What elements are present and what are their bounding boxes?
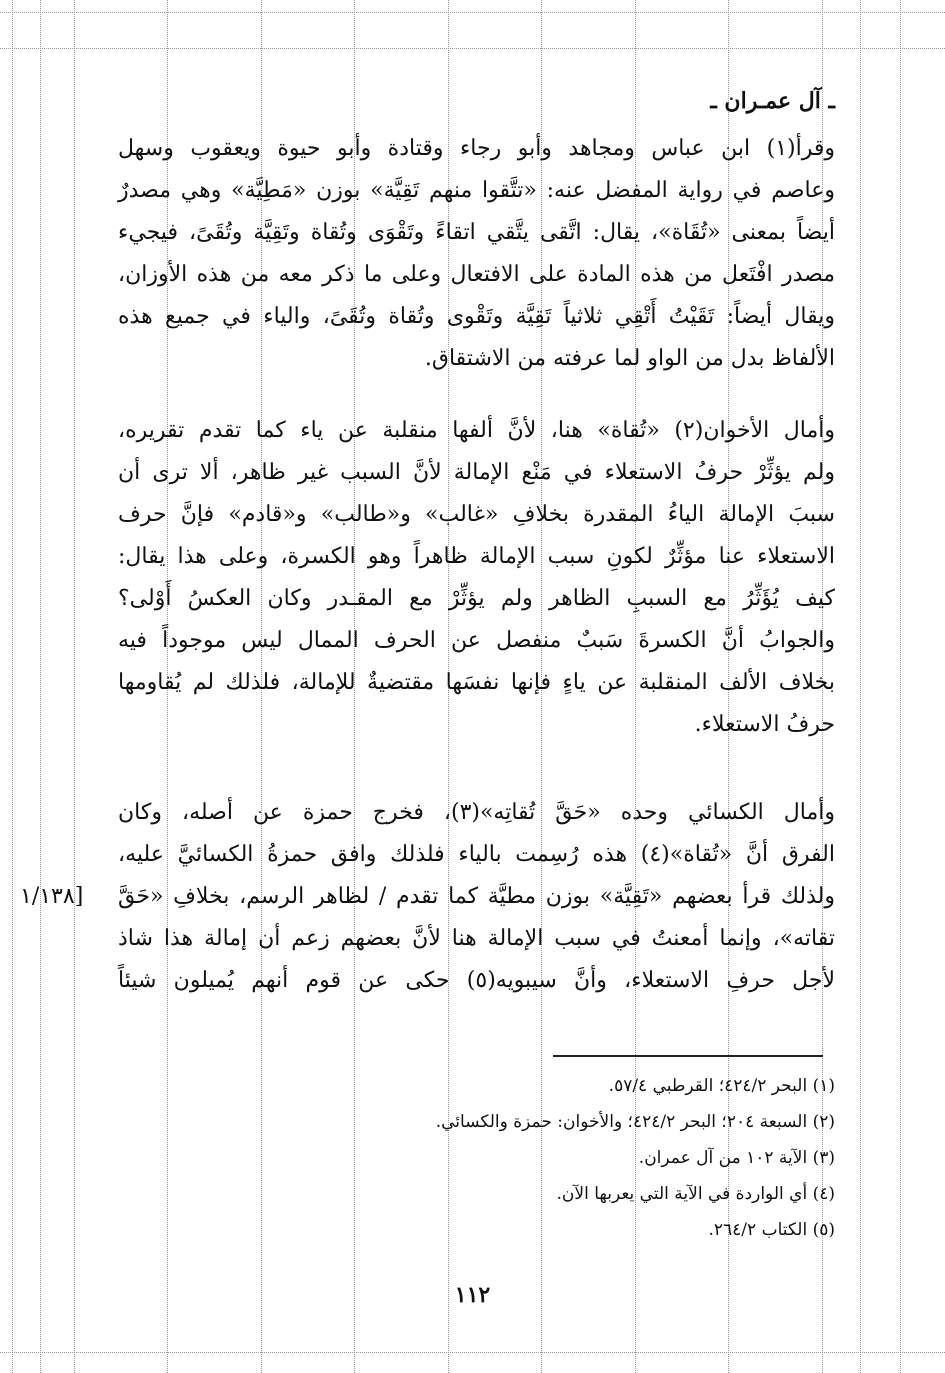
text-line: أيضاً بمعنى «تُقَاة»، يقال: اتَّقى يتَّقي اتقاءً وتَقْوَى وتُقاة وتَقِيَّة وتُقَىً، فيجيء [118,220,835,245]
text-line: وقرأ(١) ابن عباس ومجاهد وأبو رجاء وقتادة وأبو حيوة ويعقوب وسهل [118,136,835,161]
text-line: حرفُ الاستعلاء. [694,712,835,737]
margin-page-reference: [١/١٣٨ [20,884,84,909]
guide-line-h3 [0,1352,945,1353]
text-line: ولذلك قرأ بعضهم «تَقِيَّة» بوزن مطيَّة كما تقدم / لظاهر الرسم، بخلافِ «حَقَّ [118,884,835,909]
footnote: (١) البحر ٤٢٤/٢؛ القرطبي ٥٧/٤. [608,1076,835,1096]
footnote-separator [553,1055,823,1057]
guide-line-v2 [40,0,41,1373]
text-line: بخلاف الألف المنقلبة عن ياءٍ فإنها نفسَها مقتضيةٌ للإمالة، فلذلك لم يُقاومها [118,670,835,695]
paragraph-2 [118,410,835,746]
text-line: مصدر افْتَعل من هذه المادة على الافتعال وعلى ما ذكر معه من هذه الأوزان، [118,262,835,287]
text-line: ويقال أيضاً: تَقَيْتُ أَتْقِي ثلاثياً تَقِيَّة وتَقْوى وتُقاة وتُقَىً، والياء في جميع هذه [118,304,835,329]
text-line: كيف يُؤَثِّرُ مع السببِ الظاهر ولم يؤثِّرْ مع المقـدر وكان العكسُ أَوْلى؟ [118,586,835,611]
guide-line-h2 [0,48,945,49]
guide-line-h1 [0,12,945,13]
footnote: (٣) الآية ١٠٢ من آل عمران. [638,1148,835,1168]
text-line: وعاصم في رواية المفضل عنه: «تتَّقوا منهم تَقِيَّة» بوزن «مَطِيَّة» وهي مصدرٌ [118,178,835,203]
text-line: وأمال الأخوان(٢) «تُقاة» هنا، لأنَّ ألفها منقلبة عن ياء كما تقدم تقريره، [118,418,835,443]
footnote: (٥) الكتاب ٢٦٤/٢. [708,1220,835,1240]
paragraph-1 [118,128,835,380]
footnote: (٢) السبعة ٢٠٤؛ البحر ٤٢٤/٢؛ والأخوان: حمزة والكسائي. [435,1112,835,1132]
guide-line-v1 [12,0,13,1373]
footnote: (٤) أي الواردة في الآية التي يعربها الآن. [556,1184,835,1204]
text-line: والجوابُ أنَّ الكسرةَ سَببٌ منفصل عن الحرف الممال ليس موجوداً فيه [118,628,835,653]
text-line: لأجل حرفِ الاستعلاء، وأنَّ سيبويه(٥) حكى عن قوم أنهم يُميلون شيئاً [118,968,835,993]
text-line: الفرق أنَّ «تُقاة»(٤) هذه رُسِمت بالياء فلذلك وافق حمزةُ الكسائيَّ عليه، [118,842,835,867]
text-line: ولم يؤثِّرْ حرفُ الاستعلاء في مَنْع الإمالة لأنَّ السبب غير ظاهر، ألا ترى أن [118,460,835,485]
page-number: ١١٢ [454,1282,491,1308]
text-line: الألفاظ بدل من الواو لما عرفته من الاشتقاق. [424,346,835,371]
text-line: سببَ الإمالة الياءُ المقدرة بخلافِ «غالب» و«طالب» و«قادم» فإنَّ حرف [118,502,835,527]
paragraph-3 [118,792,835,1002]
guide-line-v12 [860,0,861,1373]
page-header: ـ آل عمـران ـ [710,88,835,114]
text-line: تقاته»، وإنما أمعنتُ في سبب الإمالة هنا لأنَّ بعضهم زعم أن إمالة هذا شاذ [118,926,835,951]
footnotes [135,1068,835,1248]
guide-line-v13 [900,0,901,1373]
text-line: وأمال الكسائي وحده «حَقَّ تُقاتِه»(٣)، فخرج حمزة عن أصله، وكان [118,800,835,825]
guide-line-v3 [74,0,75,1373]
text-line: الاستعلاء عنا مؤثِّرٌ لكونِ سبب الإمالة ظاهراً وهو الكسرة، وعلى هذا يقال: [118,544,835,569]
